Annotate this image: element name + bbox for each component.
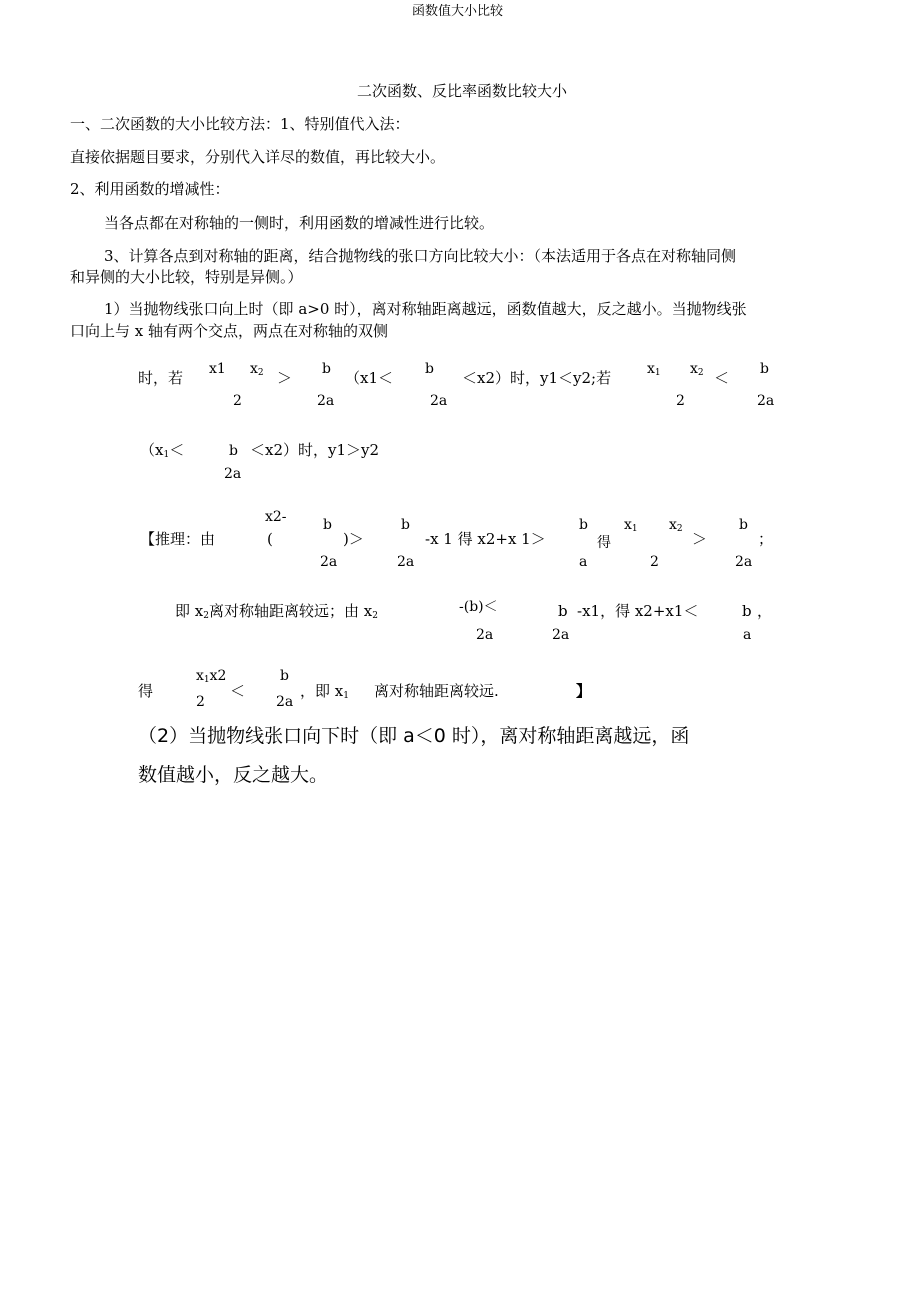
para-method-3-line2: 和异侧的大小比较，特别是异侧。） [70,268,303,286]
doc-title: 二次函数、反比率函数比较大小 [357,82,568,100]
para-case2-line2: 数值越小，反之越大。 [138,764,329,786]
document-page: 函数值大小比较 二次函数、反比率函数比较大小 一、二次函数的大小比较方法：1、特别值代入法： 直接依据题目要求，分别代入详尽的数值，再比较大小。 2、利用函数的增减性： 当各点都在对称轴的一侧时，利用函数的增减性进行比较。 3、计算各点到对称轴的距离，结合抛物线的张口方向比较大小：（本法适用于各点在对称轴同侧 和异侧的大小比较，特别是异侧。） 1）当抛物线张口向上时（即 a>0 时），离对称轴距离越远，函数值越大，反之越小。当抛物线张 口向上与 x 轴有两个交点，两点在对称轴的双侧 时，若 x1 $x_2$ 2 ＞ b 2a （x1＜ b 2a ＜x2）时，y1＜y2;若 $x_1$ $x_2$ 2 ＜ b 2a （$x_1<$ b ＜x2）时，y1＞y2 2a 【推理：由 x2- ( b 2a )＞ b 2a -x 1 得 x2+x 1＞ b 得 a $x_1$ $x_2$ 2 ＞ b 2a ； 即 $x_2$离对称轴距离较远；由 $x_2$ -(b)＜ 2a b 2a -x1，得 x2+x1＜ b ， a 得 $x_1x2$ 2 ＜ b 2a ，即 $x_1$ 离对称轴距离较远. 】 （2）当抛物线张口向下时（即 a＜0 时），离对称轴距离越远，函 数值越小，反之越大。 [70,4,775,786]
para-case1-line1: 1）当抛物线张口向上时（即 a>0 时），离对称轴距离越远，函数值越大，反之越小。当抛物线张 [104,300,747,318]
para-case1-line2: 口向上与 x 轴有两个交点，两点在对称轴的双侧 [70,322,388,340]
para-case2-line1: （2）当抛物线张口向下时（即 a＜0 时），离对称轴距离越远，函 [138,725,690,747]
page-header: 函数值大小比较 [412,4,504,19]
para-method-1-desc: 直接依据题目要求，分别代入详尽的数值，再比较大小。 [70,148,446,166]
para-method-2: 2、利用函数的增减性： [70,180,230,198]
para-method-2-desc: 当各点都在对称轴的一侧时，利用函数的增减性进行比较。 [104,214,495,232]
para-method-1: 一、二次函数的大小比较方法：1、特别值代入法： [70,115,410,133]
para-method-3-line1: 3、计算各点到对称轴的距离，结合抛物线的张口方向比较大小：（本法适用于各点在对称轴同侧 [104,247,737,265]
